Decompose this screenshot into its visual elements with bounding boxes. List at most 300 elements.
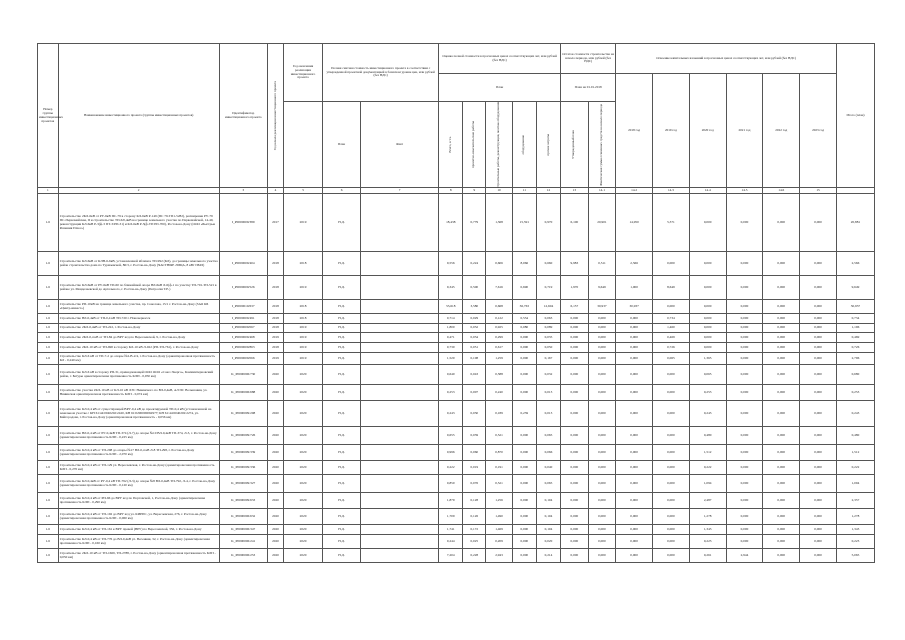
project-id-cell: I_P0000009/491: [219, 314, 267, 324]
table-row: [38, 194, 875, 252]
cost-construction-cell: 7,616: [486, 276, 512, 300]
cost-equipment-cell: 0,239: [512, 401, 536, 427]
year-end-cell: 2020: [284, 401, 323, 427]
plan-2021-cell: 0,000: [726, 252, 763, 276]
header-total: Итого (план): [836, 44, 874, 188]
cost-design-cell: 0,126: [463, 509, 486, 525]
header-year-2023: 2023 год: [800, 74, 837, 188]
plan-2019-cell: 0,469: [653, 333, 690, 343]
remaining-fact-cell: 0,000: [588, 525, 616, 535]
year-end-cell: 2020: [284, 535, 323, 549]
plan-2020-cell: 0,480: [689, 427, 726, 445]
cost-construction-cell: 0,299: [486, 333, 512, 343]
cost-other-cell: 0,660: [536, 252, 560, 276]
remaining-approved-cell: 0,000: [561, 427, 589, 445]
header-cost-design: проектно-изыскательские работы: [463, 102, 486, 188]
estimate-fact-cell: [361, 461, 439, 475]
plan-2020-cell: 1,365: [689, 353, 726, 365]
group-cell: 1.6: [38, 427, 59, 445]
plan-2023-cell: 0,000: [800, 525, 837, 535]
header-cost-group: Оценка полной стоимости в прогнозных ценах соответствующих лет, млн рублей (без НДС): [439, 44, 561, 74]
year-start-cell: 2019: [267, 353, 283, 365]
cost-construction-cell: 0,668: [486, 300, 512, 314]
year-end-cell: 2018: [284, 314, 323, 324]
remaining-fact-cell: 0,000: [588, 333, 616, 343]
estimate-plan-cell: Н.Д.: [323, 461, 361, 475]
cost-construction-cell: 1,259: [486, 353, 512, 365]
remaining-fact-cell: 30,937: [588, 300, 616, 314]
header-estimate-plan: План: [323, 102, 361, 188]
estimate-fact-cell: [361, 525, 439, 535]
plan-2020-cell: 1,094: [689, 475, 726, 493]
plan-2019-cell: 0,000: [653, 365, 690, 385]
plan-2022-cell: 0,000: [763, 194, 800, 252]
table-row: [38, 461, 875, 475]
cost-total-cell: 0,640: [439, 365, 463, 385]
estimate-plan-cell: Н.Д.: [323, 427, 361, 445]
cost-design-cell: 0,025: [463, 535, 486, 549]
header-remaining-fact: Фактическая сумма освоенных средств на начало периода: [588, 102, 616, 188]
total-plan-cell: 0,243: [836, 401, 874, 427]
year-end-cell: 2020: [284, 445, 323, 461]
plan-2018-cell: 0,000: [616, 427, 653, 445]
table-row: [38, 427, 875, 445]
project-id-cell: I_P0000009/526: [219, 276, 267, 300]
group-cell: 1.6: [38, 549, 59, 563]
total-plan-cell: 0,253: [836, 385, 874, 401]
remaining-approved-cell: 0,000: [561, 461, 589, 475]
total-plan-cell: 0,222: [836, 461, 874, 475]
plan-2023-cell: 0,000: [800, 343, 837, 353]
remaining-fact-cell: 20,901: [588, 194, 616, 252]
estimate-fact-cell: [361, 194, 439, 252]
year-end-cell: 2019: [284, 276, 323, 300]
plan-2023-cell: 0,000: [800, 535, 837, 549]
remaining-fact-cell: 0,000: [588, 509, 616, 525]
cost-equipment-cell: 0,000: [512, 365, 536, 385]
cost-construction-cell: 0,870: [486, 445, 512, 461]
estimate-plan-cell: Н.Д.: [323, 194, 361, 252]
estimate-plan-cell: Н.Д.: [323, 525, 361, 535]
cost-design-cell: 0,076: [463, 475, 486, 493]
total-plan-cell: 1,094: [836, 475, 874, 493]
plan-2019-cell: 0,000: [653, 427, 690, 445]
cost-total-cell: 1,520: [439, 353, 463, 365]
remaining-approved-cell: 0,000: [561, 385, 589, 401]
year-start-cell: 2020: [267, 461, 283, 475]
cost-construction-cell: 0,588: [486, 365, 512, 385]
cost-design-cell: 0,128: [463, 493, 486, 509]
year-start-cell: 2020: [267, 525, 283, 535]
cost-design-cell: 0,034: [463, 333, 486, 343]
cost-other-cell: 0,020: [536, 535, 560, 549]
plan-2018-cell: 0,000: [616, 445, 653, 461]
year-end-cell: 2019: [284, 194, 323, 252]
cost-design-cell: 0,030: [463, 401, 486, 427]
cost-other-cell: 0,214: [536, 549, 560, 563]
plan-2023-cell: 0,000: [800, 549, 837, 563]
plan-2022-cell: 0,000: [763, 535, 800, 549]
cost-equipment-cell: 0,690: [512, 276, 536, 300]
estimate-fact-cell: [361, 535, 439, 549]
remaining-fact-cell: 0,000: [588, 385, 616, 401]
year-end-cell: 2019: [284, 333, 323, 343]
remaining-fact-cell: 0,000: [588, 549, 616, 563]
plan-2019-cell: 0,000: [653, 509, 690, 525]
year-start-cell: 2020: [267, 549, 283, 563]
cost-other-cell: 0,104: [536, 493, 560, 509]
plan-2019-cell: 5,371: [653, 194, 690, 252]
header-cost-construction: строительные работы, реконструкция, монтаж оборудования: [486, 102, 512, 188]
cost-total-cell: 9,556: [439, 252, 463, 276]
project-name-cell: Строительство 2КЛ-0,4кВ от ТП-222, г. Ростов-на-Дону: [58, 324, 219, 333]
plan-2018-cell: 0,000: [616, 343, 653, 353]
plan-2022-cell: 0,000: [763, 365, 800, 385]
cost-construction-cell: 1,256: [486, 493, 512, 509]
header-cost-equipment: оборудование: [512, 102, 536, 188]
table-row: [38, 525, 875, 535]
estimate-fact-cell: [361, 300, 439, 314]
estimate-plan-cell: Н.Д.: [323, 493, 361, 509]
cost-total-cell: 0,996: [439, 445, 463, 461]
year-end-cell: 2019: [284, 343, 323, 353]
cost-design-cell: 0,060: [463, 445, 486, 461]
group-cell: 1.6: [38, 276, 59, 300]
plan-2020-cell: 0,000: [689, 300, 726, 314]
year-start-cell: 2017: [267, 194, 283, 252]
plan-2021-cell: 0,000: [726, 445, 763, 461]
remaining-fact-cell: 9,649: [588, 276, 616, 300]
plan-2021-cell: 2,944: [726, 549, 763, 563]
plan-2018-cell: 0,000: [616, 493, 653, 509]
cost-equipment-cell: 0,000: [512, 493, 536, 509]
project-name-cell: Строительство 2КЛ-0,4 кВ от ТП-84 до ВРУ ж/д по Вересаевской, 9, г. Ростов-на-Дону: [58, 333, 219, 343]
plan-2021-cell: 0,000: [726, 509, 763, 525]
remaining-fact-cell: 0,000: [588, 535, 616, 549]
plan-2023-cell: 0,000: [800, 324, 837, 333]
plan-2023-cell: 0,000: [800, 493, 837, 509]
estimate-fact-cell: [361, 509, 439, 525]
plan-2023-cell: 0,000: [800, 365, 837, 385]
remaining-fact-cell: 0,000: [588, 461, 616, 475]
plan-2021-cell: 0,000: [726, 385, 763, 401]
plan-2020-cell: 1,343: [689, 525, 726, 535]
header-cost-total: Всего, в т.ч.: [439, 102, 463, 188]
cost-other-cell: 0,065: [536, 475, 560, 493]
estimate-plan-cell: Н.Д.: [323, 445, 361, 461]
year-start-cell: 2020: [267, 535, 283, 549]
project-id-cell: I_P0000009/863: [219, 343, 267, 353]
cost-design-cell: 0,032: [463, 324, 486, 333]
total-plan-cell: 0,680: [836, 365, 874, 385]
plan-2018-cell: 30,937: [616, 300, 653, 314]
plan-2018-cell: 0,000: [616, 324, 653, 333]
plan-2018-cell: 0,000: [616, 549, 653, 563]
total-plan-cell: 9,649: [836, 276, 874, 300]
estimate-fact-cell: [361, 333, 439, 343]
plan-2021-cell: 0,000: [726, 475, 763, 493]
plan-2018-cell: 0,000: [616, 535, 653, 549]
remaining-fact-cell: 0,511: [588, 252, 616, 276]
project-id-cell: I_P0000009/404: [219, 252, 267, 276]
plan-2022-cell: 0,000: [763, 276, 800, 300]
year-end-cell: 2020: [284, 365, 323, 385]
plan-2021-cell: 0,000: [726, 401, 763, 427]
header-cost-other: прочие затраты: [536, 102, 560, 188]
year-start-cell: 2020: [267, 365, 283, 385]
cost-equipment-cell: 0,000: [512, 445, 536, 461]
cost-design-cell: 0,007: [463, 385, 486, 401]
project-id-cell: K_P0000009/327: [219, 475, 267, 493]
project-name-cell: Строительство ВЛ-0,4кВ от ТП-0,4 кВ ТП-720 г. Новочеркасск: [58, 314, 219, 324]
table-row: [38, 353, 875, 365]
cost-construction-cell: 0,521: [486, 427, 512, 445]
group-cell: 1.6: [38, 445, 59, 461]
cost-other-cell: 0,040: [536, 461, 560, 475]
group-cell: 1.6: [38, 461, 59, 475]
plan-2020-cell: 0,243: [689, 401, 726, 427]
total-plan-cell: 1,512: [836, 445, 874, 461]
estimate-fact-cell: [361, 427, 439, 445]
header-year-2021: 2021 год: [726, 74, 763, 188]
estimate-fact-cell: [361, 343, 439, 353]
project-id-cell: K_P0000006/632: [219, 509, 267, 525]
cost-construction-cell: 0,925: [486, 324, 512, 333]
plan-2022-cell: 0,000: [763, 333, 800, 343]
plan-2019-cell: 0,000: [653, 252, 690, 276]
remaining-approved-cell: 9,983: [561, 252, 589, 276]
plan-2021-cell: 0,000: [726, 343, 763, 353]
project-id-cell: K_P0000009/208: [219, 401, 267, 427]
estimate-fact-cell: [361, 445, 439, 461]
cost-other-cell: 0,065: [536, 427, 560, 445]
plan-2021-cell: 0,000: [726, 365, 763, 385]
plan-2021-cell: 0,000: [726, 525, 763, 535]
project-name-cell: Строительство КЛ-6 кВ от ТП-7-2 до опоры №2-В-2/4, г. Ростов-на-Дону (ориентировочная протяженность КЛ - 0,240 км): [58, 353, 219, 365]
project-id-cell: K_P0000006/347: [219, 525, 267, 535]
plan-2019-cell: 0,000: [653, 535, 690, 549]
year-end-cell: 2020: [284, 493, 323, 509]
cost-design-cell: 0,051: [463, 343, 486, 353]
estimate-fact-cell: [361, 401, 439, 427]
cost-other-cell: 0,013: [536, 401, 560, 427]
estimate-fact-cell: [361, 365, 439, 385]
project-name-cell: Строительство 2КЛ-10 кВ от ТП-1669, ТП-2788, г. Ростов-на-Дону (ориентировочная протяженность КЛП - 0,050 км): [58, 549, 219, 563]
remaining-approved-cell: 0,000: [561, 353, 589, 365]
group-cell: 1.6: [38, 509, 59, 525]
estimate-plan-cell: Н.Д.: [323, 385, 361, 401]
table-row: [38, 333, 875, 343]
plan-2020-cell: 1,512: [689, 445, 726, 461]
year-start-cell: 2020: [267, 427, 283, 445]
project-name-cell: Строительство КЛ-6кВ от КЛН-6-6кВ, установленной вблизи к ТП-992 (КЛ), до границы земельного участка район строительства дома по Турмаевской, 86/3, г. Ростов-на-Дону (ЧАСТНЫЕ ЛИЦА, 8 кВт ПМЛ): [58, 252, 219, 276]
estimate-fact-cell: [361, 353, 439, 365]
cost-equipment-cell: 0,000: [512, 509, 536, 525]
project-name-cell: Строительство КЛ-0,4 кВ от существующей ВРУ-0,4 кВ до проектируемой ТП-0,4 кВ (установленной на земельном участке с КН 61:44:0040202:2420, КН 61:0290000062977; КН 61:44:0040202:2274, ул. Кайгородова, г. Ростов-на-Дону (ориентировочная протяженность - 0,056 км): [58, 401, 219, 427]
remaining-fact-cell: 0,000: [588, 427, 616, 445]
table-row: [38, 365, 875, 385]
plan-2023-cell: 0,000: [800, 276, 837, 300]
plan-2020-cell: 0,000: [689, 333, 726, 343]
table-row: [38, 385, 875, 401]
header-year-2022: 2022 год: [763, 74, 800, 188]
plan-2020-cell: 0,253: [689, 385, 726, 401]
plan-2021-cell: 0,000: [726, 353, 763, 365]
estimate-fact-cell: [361, 252, 439, 276]
year-end-cell: 2020: [284, 385, 323, 401]
plan-2019-cell: 0,000: [653, 445, 690, 461]
year-end-cell: 2020: [284, 525, 323, 535]
cost-total-cell: 0,850: [439, 475, 463, 493]
plan-2019-cell: 0,000: [653, 549, 690, 563]
project-name-cell: Строительство ВЛ-0,4 кВ от РУ-0,4кВ ТП-374 (Л-7) до опоры №10 ВЛ-0,4кВ ТП-374, Л-3, г. Ростов-на-Дону (ориентировочная протяженность КЛП - 0,225 км): [58, 427, 219, 445]
header-year-2019: 2019 год: [653, 74, 690, 188]
plan-2023-cell: 0,000: [800, 461, 837, 475]
plan-2021-cell: 0,000: [726, 493, 763, 509]
year-end-cell: 2020: [284, 549, 323, 563]
plan-2018-cell: 14,950: [616, 194, 653, 252]
table-row: [38, 276, 875, 300]
header-estimate-fact: Факт: [361, 102, 439, 188]
remaining-approved-cell: 1,970: [561, 276, 589, 300]
project-name-cell: Строительство РП-10кВ на границе земельного участка, пр. Соколова, 15/1 г. Ростов-на-Дону (ЗАО КБ «Центр-инвест»): [58, 300, 219, 314]
cost-equipment-cell: 15,591: [512, 194, 536, 252]
cost-other-cell: 0,066: [536, 445, 560, 461]
group-cell: 1.6: [38, 300, 59, 314]
remaining-approved-cell: 0,000: [561, 333, 589, 343]
table-row: [38, 549, 875, 563]
cost-equipment-cell: 0,000: [512, 525, 536, 535]
plan-2019-cell: 0,000: [653, 385, 690, 401]
plan-2018-cell: 0,000: [616, 525, 653, 535]
cost-construction-cell: 1,490: [486, 509, 512, 525]
plan-2020-cell: 0,065: [689, 365, 726, 385]
plan-2018-cell: 0,000: [616, 461, 653, 475]
estimate-plan-cell: Н.Д.: [323, 276, 361, 300]
cost-construction-cell: 2,943: [486, 549, 512, 563]
plan-2019-cell: 8,649: [653, 276, 690, 300]
plan-2018-cell: 0,000: [616, 314, 653, 324]
cost-construction-cell: 0,209: [486, 535, 512, 549]
plan-2020-cell: 0,261: [689, 549, 726, 563]
project-name-cell: Строительство КЛ-0,4 кВ от РП-66 до ВРУ ж/д по Портовской, 1, Ростов-на-Дону (ориентировочная протяженность КЛП - 0,290 км): [58, 493, 219, 509]
year-end-cell: 2019: [284, 353, 323, 365]
estimate-fact-cell: [361, 276, 439, 300]
plan-2023-cell: 0,000: [800, 333, 837, 343]
remaining-approved-cell: 6,100: [561, 194, 589, 252]
remaining-approved-cell: 0,000: [561, 343, 589, 353]
project-id-cell: I_P0000009/066: [219, 353, 267, 365]
cost-total-cell: 7,204: [439, 549, 463, 563]
plan-2020-cell: 0,222: [689, 461, 726, 475]
cost-other-cell: 0,719: [536, 276, 560, 300]
plan-2018-cell: 0,000: [616, 365, 653, 385]
cost-equipment-cell: 0,000: [512, 427, 536, 445]
cost-design-cell: 0,019: [463, 461, 486, 475]
project-name-cell: Строительство КЛ-6 кВ в сторону РП-31, принадлежащей ООО ООО «Союз Энерго», Комминтерновский район, г. Батуры ориентировочная протяженность КЛИ - 0,050 км): [58, 365, 219, 385]
cost-total-cell: 0,730: [439, 343, 463, 353]
group-cell: 1.6: [38, 535, 59, 549]
plan-2019-cell: 0,065: [653, 353, 690, 365]
year-end-cell: 2020: [284, 475, 323, 493]
cost-total-cell: 1,800: [439, 324, 463, 333]
plan-2021-cell: 0,000: [726, 276, 763, 300]
group-cell: 1.6: [38, 525, 59, 535]
table-row: [38, 324, 875, 333]
total-plan-cell: 20,881: [836, 194, 874, 252]
plan-2020-cell: 1,278: [689, 509, 726, 525]
project-name-cell: Строительство КЛ-0,4 кВ от ТП-776 до ВЛ-0,4кВ ул. Весенняя, 32, г. Ростов-на-Дону (ориентировочная протяженность КЛП - 0,160 км): [58, 535, 219, 549]
plan-2021-cell: 0,000: [726, 461, 763, 475]
header-remaining-group: Остаток стоимости строительства на начало периода, млн рублей (без НДС): [561, 44, 616, 74]
estimate-plan-cell: Н.Д.: [323, 365, 361, 385]
plan-2018-cell: 0,000: [616, 353, 653, 365]
cost-equipment-cell: 0,080: [512, 324, 536, 333]
cost-total-cell: 0,243: [439, 401, 463, 427]
cost-equipment-cell: 0,000: [512, 353, 536, 365]
remaining-approved-cell: 0,000: [561, 525, 589, 535]
total-plan-cell: 2,357: [836, 493, 874, 509]
plan-2019-cell: 0,000: [653, 401, 690, 427]
plan-2022-cell: 0,000: [763, 445, 800, 461]
year-start-cell: 2020: [267, 509, 283, 525]
cost-equipment-cell: 0,534: [512, 314, 536, 324]
project-id-cell: K_P0000006/730: [219, 365, 267, 385]
cost-equipment-cell: 0,000: [512, 475, 536, 493]
remaining-fact-cell: 0,000: [588, 324, 616, 333]
cost-total-cell: 0,222: [439, 461, 463, 475]
cost-equipment-cell: 0,000: [512, 461, 536, 475]
table-row: [38, 535, 875, 549]
estimate-plan-cell: Н.Д.: [323, 252, 361, 276]
cost-equipment-cell: 0,000: [512, 333, 536, 343]
estimate-fact-cell: [361, 549, 439, 563]
header-financing-group: Освоение капитальных вложений в прогнозных ценах соответствующих лет, млн рублей (без НДС): [616, 44, 837, 74]
cost-other-cell: 0,050: [536, 343, 560, 353]
plan-2022-cell: 0,000: [763, 343, 800, 353]
cost-design-cell: 0,172: [463, 525, 486, 535]
remaining-approved-cell: 0,000: [561, 475, 589, 493]
table-row: [38, 300, 875, 314]
plan-2019-cell: 0,000: [653, 525, 690, 535]
remaining-fact-cell: 0,000: [588, 343, 616, 353]
plan-2020-cell: 0,000: [689, 252, 726, 276]
cost-other-cell: 0,104: [536, 509, 560, 525]
total-plan-cell: 0,726: [836, 343, 874, 353]
remaining-fact-cell: 0,000: [588, 314, 616, 324]
plan-2019-cell: 1,460: [653, 324, 690, 333]
project-name-cell: Строительство КЛ-0,4 кВ от ТП-161 к ВРУ правой (ВРУ) по Вересаевской, 356, г. Ростов-на-Дону: [58, 525, 219, 535]
project-name-cell: Строительство 2КЛ-10 кВ от ТП-690 в сторону КЛ-10 кВ Л-022 (РП-ТП-761), г. Ростов-на-Дону: [58, 343, 219, 353]
plan-2021-cell: 0,000: [726, 427, 763, 445]
remaining-fact-cell: 0,000: [588, 445, 616, 461]
header-group: Номер группы инвестиционных проектов: [38, 44, 59, 188]
plan-2023-cell: 0,000: [800, 385, 837, 401]
year-start-cell: 2018: [267, 324, 283, 333]
plan-2023-cell: 0,000: [800, 353, 837, 365]
cost-design-cell: 0,224: [463, 252, 486, 276]
plan-2022-cell: 0,000: [763, 475, 800, 493]
cost-other-cell: 12,604: [536, 300, 560, 314]
cost-construction-cell: 0,240: [486, 385, 512, 401]
cost-design-cell: 0,039: [463, 427, 486, 445]
table-row: [38, 509, 875, 525]
project-id-cell: K_P0000009/339: [219, 445, 267, 461]
estimate-plan-cell: Н.Д.: [323, 401, 361, 427]
cost-total-cell: 18,438: [439, 194, 463, 252]
header-name: Наименование инвестиционного проекта (группы инвестиционных проектов): [58, 44, 219, 188]
project-name-cell: Строительство КЛ-6кВ от РУ-6кВ ТП-60 по ближайшей опоре ВЛ-6кВ Л-6(ф-1 по участку ТП-701-ТП-521 в районе ул. Менделеевской до Артельного, г. Ростов-на-Дону (Петросян Т.Е.): [58, 276, 219, 300]
